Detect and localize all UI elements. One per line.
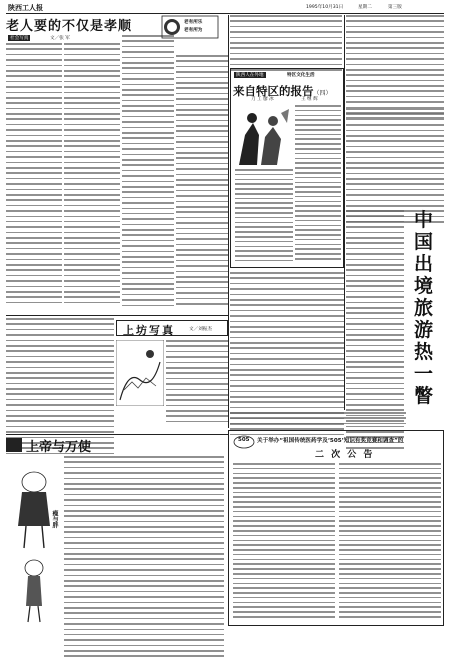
special-report-box — [230, 68, 344, 268]
cartoon-label: 瘦与胖 — [51, 510, 58, 528]
special-report-byline-2: 王 继 辉 — [301, 97, 318, 102]
vertical-banner-char-1: 国 — [414, 231, 434, 253]
article-mid-right-text — [230, 272, 344, 412]
article-god-title-box — [6, 436, 114, 454]
article-shangfang-text — [166, 340, 228, 412]
article-shangfang-box — [116, 320, 228, 336]
article-tourism-text — [346, 210, 404, 410]
article-elderly-col-2 — [64, 43, 120, 313]
vertical-banner-char-4: 旅 — [414, 297, 434, 319]
notice-subtitle: 二 次 公 告 — [315, 450, 375, 460]
vertical-banner-char-0: 中 — [414, 209, 434, 231]
page-header — [6, 3, 444, 13]
article-elderly-byline: 文／张 军 — [50, 36, 70, 41]
landscape-illustration-icon — [116, 340, 164, 406]
cartoon-panel — [6, 456, 62, 626]
vertical-banner-char-2: 出 — [414, 253, 434, 275]
masthead: 陕西工人报 — [8, 3, 43, 12]
article-right-top-text — [230, 15, 342, 65]
cartoon-figures-icon — [6, 456, 62, 626]
special-report-title-main: 来自特区的报告 — [233, 84, 314, 98]
notice-col-right — [339, 463, 441, 623]
special-report-col-right — [295, 105, 341, 265]
special-report-col-left — [235, 169, 293, 265]
article-god-icon-block — [6, 438, 22, 452]
vertical-banner — [406, 205, 444, 405]
seal-text-2: 老有所为 — [184, 28, 203, 33]
notice-col-left — [233, 463, 335, 623]
vertical-banner-char-3: 境 — [414, 275, 434, 297]
section-rule-1 — [6, 315, 228, 316]
article-shangfang-byline: 文／刘振杰 — [189, 327, 212, 332]
article-elderly-col-1 — [6, 43, 62, 313]
special-report-title-suffix: （四） — [313, 90, 332, 97]
vertical-banner-char-8: 瞥 — [414, 385, 434, 407]
article-elderly-title: 老人要的不仅是孝顺 — [6, 19, 133, 34]
article-elderly-col-4 — [176, 55, 228, 313]
section-rule-2 — [6, 434, 228, 435]
vertical-banner-char-6: 热 — [414, 341, 434, 363]
notice-box — [228, 430, 444, 626]
special-report-illustration — [235, 105, 293, 167]
article-left-lower-text — [6, 318, 114, 434]
seal-text-1: 老有所乐 — [184, 20, 203, 25]
page-number: 第三版 — [388, 5, 402, 10]
column-rule-2 — [344, 15, 345, 410]
article-god-title: 上帝与万使 — [26, 440, 92, 455]
article-far-right-mid-text — [346, 108, 444, 208]
vertical-banner-char-5: 游 — [414, 319, 434, 341]
special-report-byline: 刀 工 廖 冰 — [251, 97, 274, 102]
notice-logo-text: 505 — [238, 437, 250, 443]
article-elderly — [6, 15, 228, 315]
article-elderly-col-3 — [122, 35, 174, 313]
article-shangfang-illustration — [116, 340, 164, 406]
seal-stamp — [160, 15, 220, 39]
special-report-title — [233, 80, 343, 98]
article-center-lower-text — [230, 412, 406, 428]
figures-illustration-icon — [235, 105, 293, 167]
article-god-text — [64, 456, 224, 624]
special-report-column-tag: 陕西人在外地 — [236, 73, 264, 78]
column-rule-1 — [228, 15, 229, 428]
special-report-subtag: 特区文化生活 — [287, 73, 315, 78]
article-elderly-column-tag: 社会写真 — [10, 36, 29, 41]
header-rule — [6, 13, 444, 14]
notice-logo — [233, 434, 255, 448]
issue-weekday: 星期二 — [358, 5, 372, 10]
issue-date: 1995年10月31日 — [306, 5, 344, 10]
article-far-right-top-text — [346, 15, 444, 105]
vertical-banner-char-7: 一 — [414, 363, 434, 385]
article-shangfang-title: 上坊写真 — [123, 324, 175, 337]
notice-title: 关于举办“祖国传统医药学及‘505’知识有奖竞赛和调查”的 — [257, 438, 404, 444]
